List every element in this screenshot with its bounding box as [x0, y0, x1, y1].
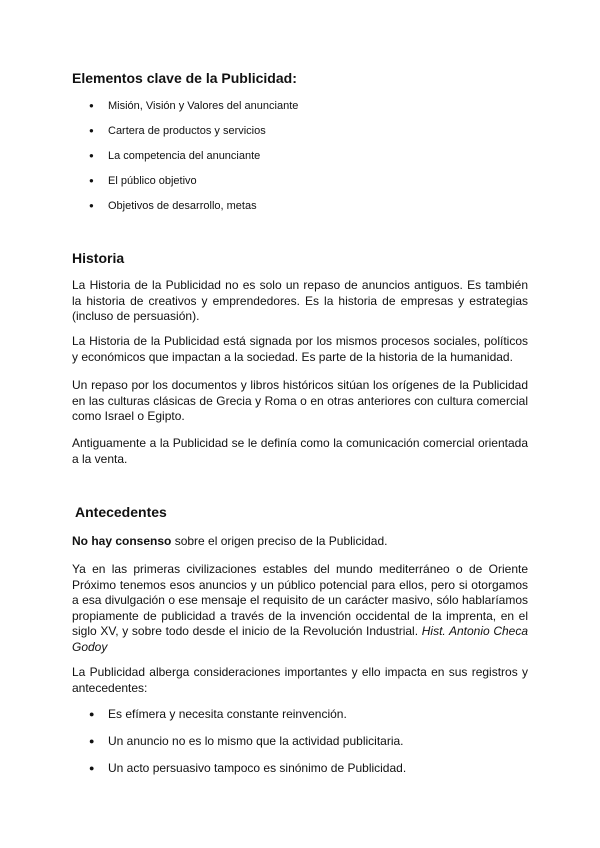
paragraph-historia-4: Antiguamente a la Publicidad se le definía como la comunicación comercial orientada a la venta. [72, 436, 528, 466]
paragraph-antecedentes-main [72, 562, 528, 655]
heading-antecedentes: Antecedentes [75, 504, 167, 520]
list-item: ● Cartera de productos y servicios [72, 124, 298, 149]
list-item: ● Objetivos de desarrollo, metas [72, 199, 298, 224]
paragraph-historia-3: Un repaso por los documentos y libros históricos sitúan los orígenes de la Publicidad en las culturas clásicas de Grecia y Roma o en otras anteriores con cultura comercial como Israel o Egipto. [72, 378, 528, 423]
key-elements-list [72, 99, 298, 224]
citation: Hist. Antonio Checa Godoy [72, 624, 529, 654]
list-item: ● Es efímera y necesita constante reinvención. [72, 706, 406, 733]
heading-key-elements: Elementos clave de la Publicidad: [72, 70, 297, 86]
antecedentes-text: Ya en las primeras civilizaciones estables del mundo mediterráneo o de Oriente Próximo tenemos esos anuncios y un público potencial para ellos, pero si otorgamos a esa divulgación o ese mensaje el requisito de un carácter masivo, sólo hablaríamos propiamente de publicidad a través de la invención occidental de la imprenta, en el siglo XV, y sobre todo desde el inicio de la Revolución Industrial. [72, 562, 528, 638]
antecedentes-list [72, 706, 406, 787]
list-item: ● Un anuncio no es lo mismo que la actividad publicitaria. [72, 733, 406, 760]
paragraph-historia-2: La Historia de la Publicidad está signada por los mismos procesos sociales, políticos y económicos que impactan a la sociedad. Es parte de la historia de la humanidad. [72, 334, 528, 364]
list-item: ● Un acto persuasivo tampoco es sinónimo de Publicidad. [72, 760, 406, 787]
paragraph-historia-1: La Historia de la Publicidad no es solo un repaso de anuncios antiguos. Es también la historia de creativos y emprendedores. Es la historia de empresas y estrategias (incluso de persuasión). [72, 278, 528, 323]
list-item: ● Misión, Visión y Valores del anunciante [72, 99, 298, 124]
heading-historia: Historia [72, 250, 125, 266]
consenso-text: sobre el origen preciso de la Publicidad. [171, 534, 388, 548]
paragraph-antecedentes-last: La Publicidad alberga consideraciones importantes y ello impacta en sus registros y antecedentes: [72, 665, 528, 695]
paragraph-consenso [72, 534, 528, 550]
consenso-bold: No hay consenso [72, 534, 172, 548]
list-item: ● El público objetivo [72, 174, 298, 199]
list-item: ● La competencia del anunciante [72, 149, 298, 174]
